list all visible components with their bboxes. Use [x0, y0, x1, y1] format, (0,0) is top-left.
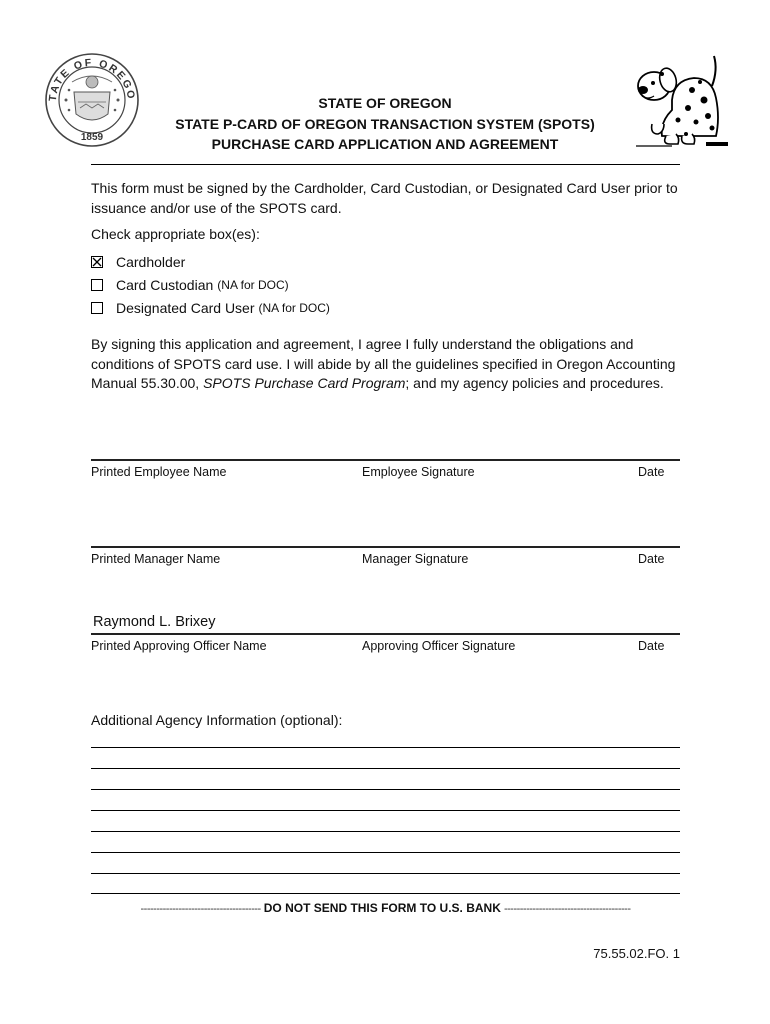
additional-info-line-4[interactable]: [91, 810, 680, 811]
form-title-block: [150, 93, 620, 155]
cardholder-checkbox[interactable]: [91, 256, 103, 268]
seal-year: 1859: [80, 132, 104, 143]
additional-info-line-2[interactable]: [91, 768, 680, 769]
additional-info-line-8[interactable]: [91, 893, 680, 894]
additional-info-line-7[interactable]: [91, 873, 680, 874]
employee-signature-line[interactable]: [91, 459, 680, 461]
cardholder-label: Cardholder: [116, 254, 186, 270]
title-line-2: STATE P-CARD OF OREGON TRANSACTION SYSTEM (SPOTS): [175, 115, 595, 132]
agreement-text: [91, 335, 691, 394]
card-custodian-checkbox[interactable]: [91, 279, 103, 291]
additional-info-line-6[interactable]: [91, 852, 680, 853]
card-custodian-label: Card Custodian: [116, 277, 214, 293]
do-not-send-notice: [91, 901, 680, 915]
intro-text: This form must be signed by the Cardholder, Card Custodian, or Designated Card User prior to issuance and/or use of the SPOTS card.: [91, 180, 678, 216]
printed-approving-officer-name-label: Printed Approving Officer Name: [91, 639, 267, 653]
checked-x-icon: [92, 257, 102, 267]
footer-dashes-right: ----------------------------------------: [503, 903, 631, 915]
seal-top-text: TATE OF OREGO: [46, 56, 138, 102]
designated-card-user-note: (NA for DOC): [258, 301, 330, 315]
agreement-part-1: By signing this application and agreement, I agree I fully understand the obligations and conditions of SPOTS card use. I will abide by all the guidelines specified in Oregon Accounting Manual 55.30.00,: [91, 336, 676, 391]
card-custodian-note: (NA for DOC): [217, 278, 289, 292]
additional-info-label: Additional Agency Information (optional):: [91, 712, 343, 728]
title-line-3: PURCHASE CARD APPLICATION AND AGREEMENT: [211, 136, 559, 152]
option-cardholder[interactable]: [91, 254, 185, 270]
approving-officer-signature-label: Approving Officer Signature: [362, 639, 516, 653]
manager-signature-label: Manager Signature: [362, 552, 469, 566]
approving-officer-name-value[interactable]: Raymond L. Brixey: [93, 614, 216, 630]
employee-date-label: Date: [638, 465, 665, 479]
title-divider: [91, 164, 680, 165]
option-designated-card-user[interactable]: [91, 300, 330, 316]
employee-signature-label: Employee Signature: [362, 465, 475, 479]
designated-card-user-checkbox[interactable]: [91, 302, 103, 314]
additional-info-line-3[interactable]: [91, 789, 680, 790]
footer-notice-text: DO NOT SEND THIS FORM TO U.S. BANK: [263, 901, 501, 915]
additional-info-line-1[interactable]: [91, 747, 680, 748]
manager-date-label: Date: [638, 552, 665, 566]
agreement-part-2: ; and my agency policies and procedures.: [405, 375, 664, 391]
approving-officer-signature-line[interactable]: [91, 633, 680, 635]
footer-dashes-left: --------------------------------------: [140, 903, 261, 915]
approving-officer-date-label: Date: [638, 639, 665, 653]
form-number: 75.55.02.FO. 1: [593, 946, 680, 961]
spots-dog-logo: [632, 50, 732, 150]
designated-card-user-label: Designated Card User: [116, 300, 255, 316]
printed-employee-name-label: Printed Employee Name: [91, 465, 227, 479]
title-line-1: STATE OF OREGON: [318, 95, 452, 111]
manager-signature-line[interactable]: [91, 546, 680, 548]
oregon-state-seal: [44, 52, 140, 148]
check-boxes-label: Check appropriate box(es):: [91, 226, 260, 242]
additional-info-line-5[interactable]: [91, 831, 680, 832]
printed-manager-name-label: Printed Manager Name: [91, 552, 221, 566]
option-card-custodian[interactable]: [91, 277, 289, 293]
agreement-manual-title: SPOTS Purchase Card Program: [203, 375, 406, 391]
